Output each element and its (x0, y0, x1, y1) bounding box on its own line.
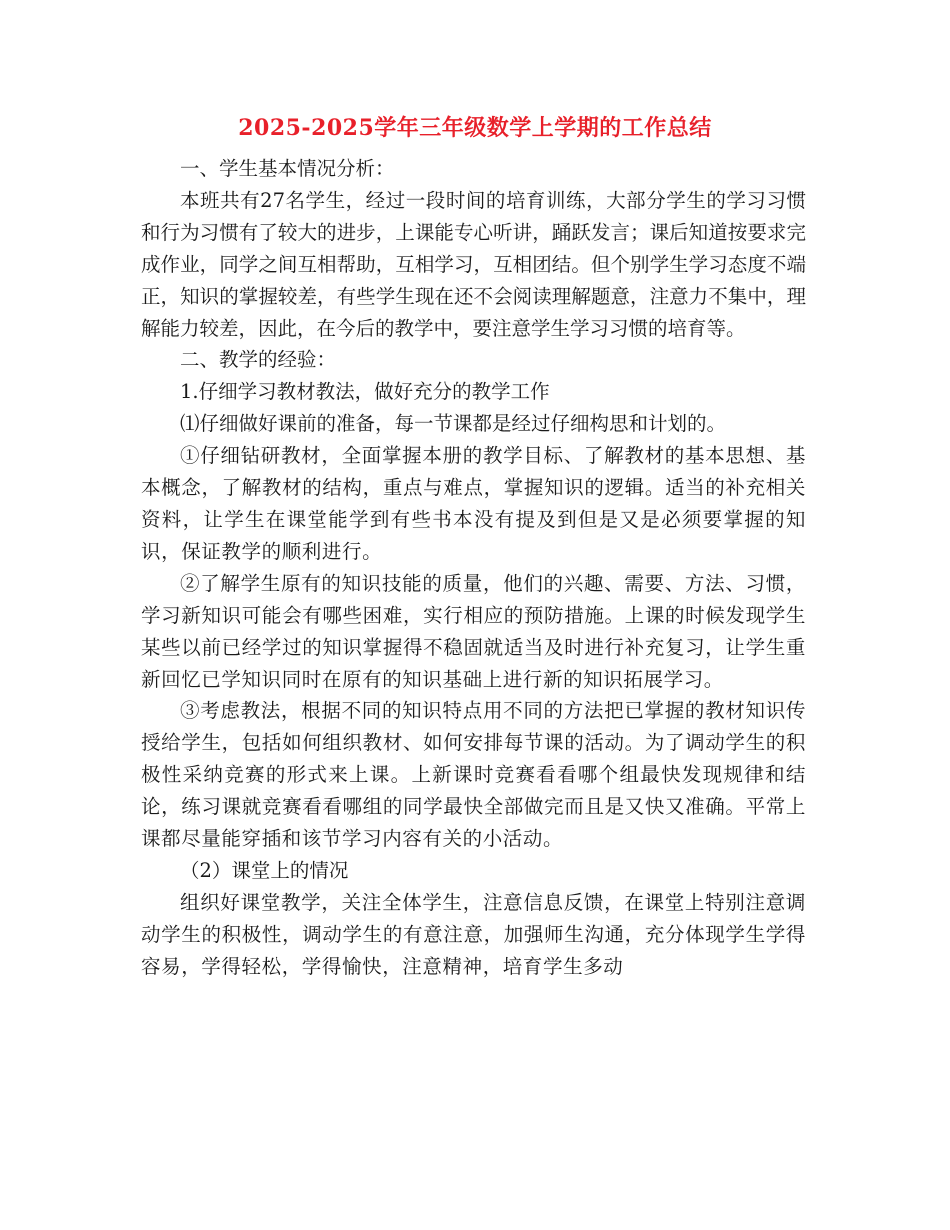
section-heading-teaching-experience: 二、教学的经验： (180, 348, 337, 372)
subheading-study-materials: 1.仔细学习教材教法，做好充分的教学工作 (180, 380, 550, 404)
subheading-lesson-preparation: ⑴仔细做好课前的准备，每一节课都是经过仔细构思和计划的。 (180, 412, 727, 436)
paragraph-student-situation: 本班共有27名学生，经过一段时间的培育训练，大部分学生的学习习惯和行为习惯有了较大的进步，上课能专心听讲，踊跃发言；课后知道按要求完成作业，同学之间互相帮助，互相学习，互相团结。但个别学生学习态度不端正，知识的掌握较差，有些学生现在还不会阅读理解题意，注意力不集中，理解能力较差，因此，在今后的教学中，要注意学生学习习惯的培育等。 (141, 188, 806, 340)
paragraph-study-textbook: ①仔细钻研教材，全面掌握本册的教学目标、了解教材的基本思想、基本概念，了解教材的结构，重点与难点，掌握知识的逻辑。适当的补充相关资料，让学生在课堂能学到有些书本没有提及到但是又是必须要掌握的知识，保证教学的顺利进行。 (141, 444, 806, 563)
paragraph-understand-students: ②了解学生原有的知识技能的质量，他们的兴趣、需要、方法、习惯，学习新知识可能会有哪些困难，实行相应的预防措施。上课的时候发现学生某些以前已经学过的知识掌握得不稳固就适当及时进行补充复习，让学生重新回忆已学知识同时在原有的知识基础上进行新的知识拓展学习。 (141, 571, 806, 691)
section-heading-student-analysis: 一、学生基本情况分析： (180, 157, 395, 180)
paragraph-teaching-methods: ③考虑教法，根据不同的知识特点用不同的方法把已掌握的教材知识传授给学生，包括如何组织教材、如何安排每节课的活动。为了调动学生的积极性采纳竞赛的形式来上课。上新课时竞赛看看哪个组最快发现规律和结论，练习课就竞赛看看哪组的同学最快全部做完而且是又快又准确。平常上课都尽量能穿插和该节学习内容有关的小活动。 (141, 699, 806, 851)
paragraph-classroom-organization: 组织好课堂教学，关注全体学生，注意信息反馈，在课堂上特别注意调动学生的积极性，调动学生的有意注意，加强师生沟通，充分体现学生学得容易，学得轻松，学得愉快，注意精神，培育学生多动 (141, 890, 806, 978)
subheading-classroom-situation: （2）课堂上的情况 (180, 858, 349, 882)
document-title: 2025-2025学年三年级数学上学期的工作总结 (238, 115, 712, 141)
document-body (141, 153, 806, 983)
